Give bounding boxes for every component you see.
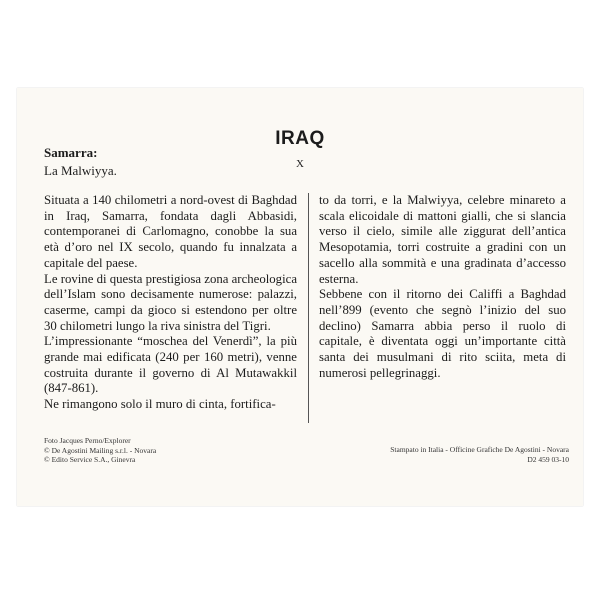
credit-line: © De Agostini Mailing s.r.l. - Novara	[44, 445, 157, 455]
card-mark: X	[296, 158, 304, 170]
place-subtitle: La Malwiyya.	[44, 163, 117, 178]
column-divider	[308, 193, 309, 423]
photo-credits	[44, 436, 156, 465]
paragraph: to da torri, e la Malwiyya, celebre minareto a scala elicoidale di mattoni gialli, che si slancia verso il cielo, simile alle ziggurat dell’antica Mesopotamia, torri costruite a gradini con un sacello alla sommità e una gradinata d’accesso esterna.	[319, 193, 566, 286]
country-title: IRAQ	[275, 128, 325, 149]
paragraph: Ne rimangono solo il muro di cinta, fortifica-	[44, 397, 276, 412]
printer-line: Stampato in Italia - Officine Grafiche De Agostini - Novara	[390, 445, 569, 454]
place-name: Samarra:	[44, 145, 98, 160]
credit-line: © Edito Service S.A., Ginevra	[44, 455, 136, 464]
paragraph: Situata a 140 chilometri a nord-ovest di Baghdad in Iraq, Samarra, fondata dagli Abbasidi, contemporanei di Carlomagno, conobbe la sua età d’oro nel IX secolo, quando fu innalzata a capitale del paese.	[44, 193, 297, 270]
text-column-right	[319, 193, 566, 381]
paragraph: Le rovine di questa prestigiosa zona archeologica dell’Islam sono decisamente numerose: palazzi, caserme, campi da gioco si estendono per oltre 30 chilometri lungo la riva sinistra del Tigri.	[44, 271, 297, 333]
credit-line: Foto Jacques Perno/Explorer	[44, 436, 131, 445]
card-code: D2 459 03-10	[527, 454, 569, 464]
paragraph: Sebbene con il ritorno dei Califfi a Baghdad nell’899 (evento che segnò l’inizio del suo declino) Samarra abbia perso il ruolo di capitale, è diventata oggi un’importante città santa dei musulmani di rito sciita, meta di numerosi pellegrinaggi.	[319, 287, 566, 380]
text-column-left	[44, 193, 297, 413]
print-info	[390, 445, 569, 464]
paragraph: L’impressionante “moschea del Venerdì”, la più grande mai edificata (240 per 160 metri), venne costruita durante il governo di Al Mutawakkil (847-861).	[44, 334, 297, 396]
info-card	[17, 88, 583, 506]
